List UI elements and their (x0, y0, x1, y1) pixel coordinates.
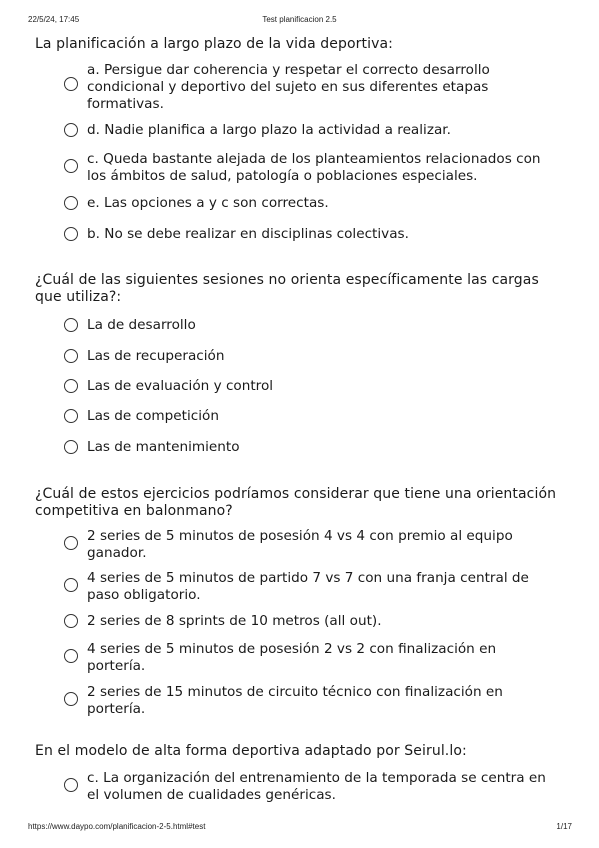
option-label: a. Persigue dar coherencia y respetar el correcto desarrollo condicional y deportivo del sujeto en sus diferentes etapas formativas. (87, 62, 490, 112)
option-label: b. No se debe realizar en disciplinas colectivas. (87, 226, 409, 242)
radio-button[interactable] (64, 123, 78, 137)
radio-button[interactable] (64, 409, 78, 423)
option-label: Las de competición (87, 408, 219, 424)
radio-button[interactable] (64, 536, 78, 550)
radio-button[interactable] (64, 159, 78, 173)
print-datetime: 22/5/24, 17:45 (28, 15, 80, 24)
radio-button[interactable] (64, 778, 78, 792)
radio-button[interactable] (64, 578, 78, 592)
radio-button[interactable] (64, 349, 78, 363)
radio-button[interactable] (64, 379, 78, 393)
option-label: Las de mantenimiento (87, 439, 240, 455)
option-label: e. Las opciones a y c son correctas. (87, 195, 329, 211)
question-3: ¿Cuál de estos ejercicios podríamos considerar que tiene una orientación competitiva en balonmano? (35, 486, 557, 519)
print-title: Test planificacion 2.5 (262, 15, 337, 24)
print-footer (0, 818, 599, 838)
option-label: c. La organización del entrenamiento de la temporada se centra en el volumen de cualidades genéricas. (87, 770, 546, 803)
option-label: Las de evaluación y control (87, 378, 274, 394)
radio-button[interactable] (64, 649, 78, 663)
radio-button[interactable] (64, 196, 78, 210)
option-label: c. Queda bastante alejada de los planteamientos relacionados con los ámbitos de salud, patología o poblaciones especiales. (87, 151, 541, 184)
print-header (0, 0, 599, 30)
print-url: https://www.daypo.com/planificacion-2-5.html#test (28, 822, 206, 831)
radio-button[interactable] (64, 77, 78, 91)
page-number: 1/17 (556, 822, 572, 831)
option-label: 2 series de 8 sprints de 10 metros (all out). (87, 613, 382, 629)
question-2: ¿Cuál de las siguientes sesiones no orienta específicamente las cargas que utiliza?: (35, 272, 539, 305)
option-label: 2 series de 15 minutos de circuito técnico con finalización en portería. (87, 684, 503, 717)
option-label: d. Nadie planifica a largo plazo la actividad a realizar. (87, 122, 451, 138)
radio-button[interactable] (64, 227, 78, 241)
option-label: 2 series de 5 minutos de posesión 4 vs 4 con premio al equipo ganador. (87, 528, 513, 561)
question-1: La planificación a largo plazo de la vida deportiva: (35, 36, 393, 52)
option-label: La de desarrollo (87, 317, 196, 333)
option-label: 4 series de 5 minutos de partido 7 vs 7 con una franja central de paso obligatorio. (87, 570, 529, 603)
option-label: Las de recuperación (87, 348, 225, 364)
radio-button[interactable] (64, 692, 78, 706)
radio-button[interactable] (64, 614, 78, 628)
question-4: En el modelo de alta forma deportiva adaptado por Seirul.lo: (35, 743, 467, 759)
radio-button[interactable] (64, 318, 78, 332)
radio-button[interactable] (64, 440, 78, 454)
option-label: 4 series de 5 minutos de posesión 2 vs 2 con finalización en portería. (87, 641, 497, 674)
